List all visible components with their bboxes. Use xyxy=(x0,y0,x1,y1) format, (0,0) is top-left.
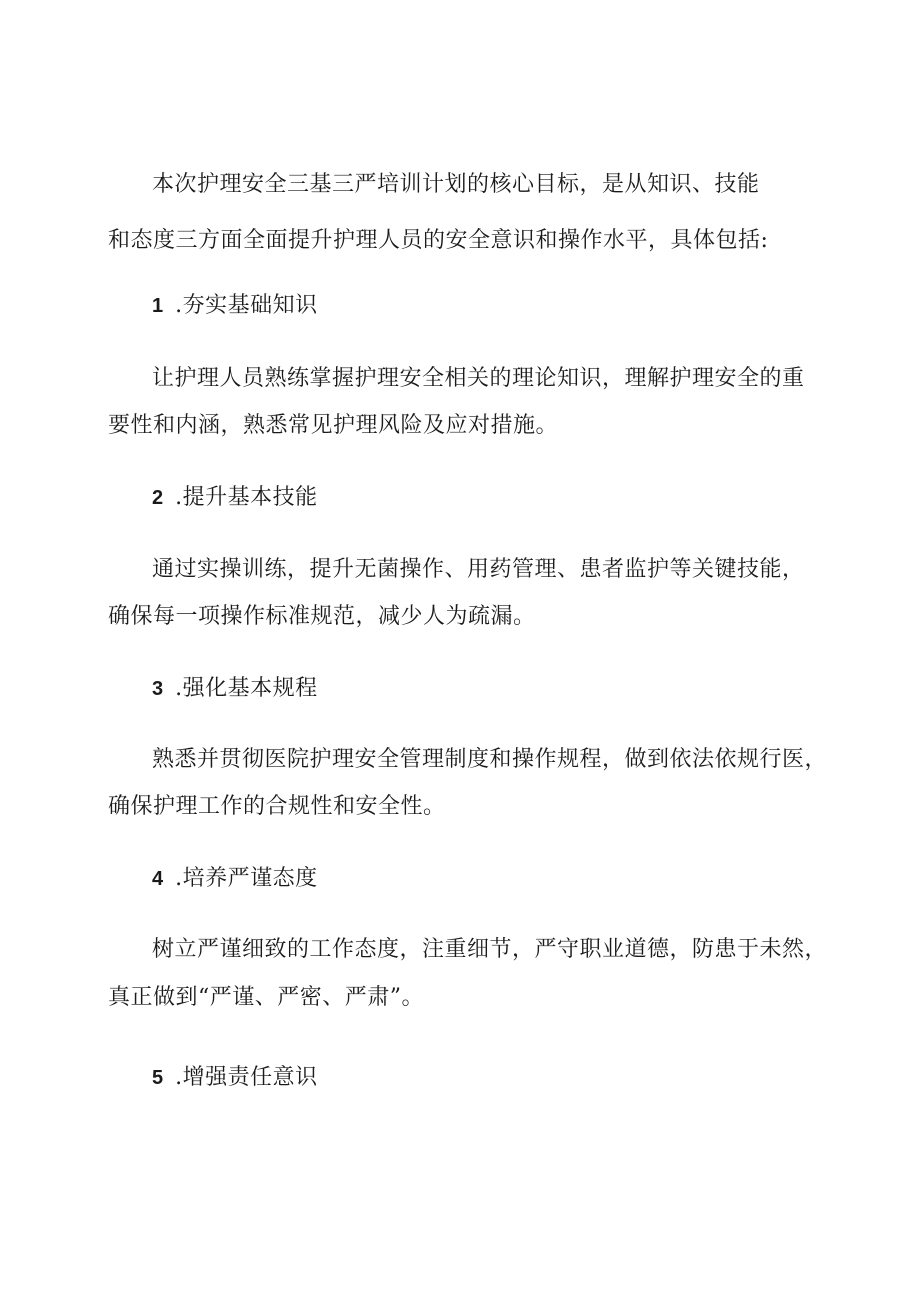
section-1-line-2: 要性和内涵，熟悉常见护理风险及应对措施。 xyxy=(108,413,559,438)
section-heading-4 xyxy=(152,864,318,894)
section-1-line-1: 让护理人员熟练掌握护理安全相关的理论知识，理解护理安全的重 xyxy=(152,366,805,391)
section-number: 5 xyxy=(152,1067,164,1089)
section-heading-1 xyxy=(152,291,318,321)
section-heading-2 xyxy=(152,483,318,513)
section-number: 2 xyxy=(152,487,164,509)
section-number: 3 xyxy=(152,678,164,700)
section-title: .提升基本技能 xyxy=(175,485,318,510)
section-title: .夯实基础知识 xyxy=(175,293,318,318)
section-2-line-2: 确保每一项操作标准规范，减少人为疏漏。 xyxy=(108,604,536,629)
section-4-line-2: 真正做到“严谨、严密、严肃”。 xyxy=(108,985,424,1010)
section-4-line-1: 树立严谨细致的工作态度，注重细节，严守职业道德，防患于未然， xyxy=(152,937,828,962)
section-heading-3 xyxy=(152,674,318,704)
section-title: .培养严谨态度 xyxy=(175,866,318,891)
section-number: 1 xyxy=(152,295,164,317)
intro-line-2: 和态度三方面全面提升护理人员的安全意识和操作水平，具体包括: xyxy=(108,228,769,253)
section-heading-5 xyxy=(152,1063,318,1093)
section-3-line-2: 确保护理工作的合规性和安全性。 xyxy=(108,794,446,819)
section-number: 4 xyxy=(152,868,164,890)
section-2-line-1: 通过实操训练，提升无菌操作、用药管理、患者监护等关键技能， xyxy=(152,557,805,582)
intro-line-1: 本次护理安全三基三严培训计划的核心目标，是从知识、技能 xyxy=(152,172,760,197)
section-title: .增强责任意识 xyxy=(175,1065,318,1090)
section-title: .强化基本规程 xyxy=(175,676,318,701)
section-3-line-1: 熟悉并贯彻医院护理安全管理制度和操作规程，做到依法依规行医， xyxy=(152,747,828,772)
